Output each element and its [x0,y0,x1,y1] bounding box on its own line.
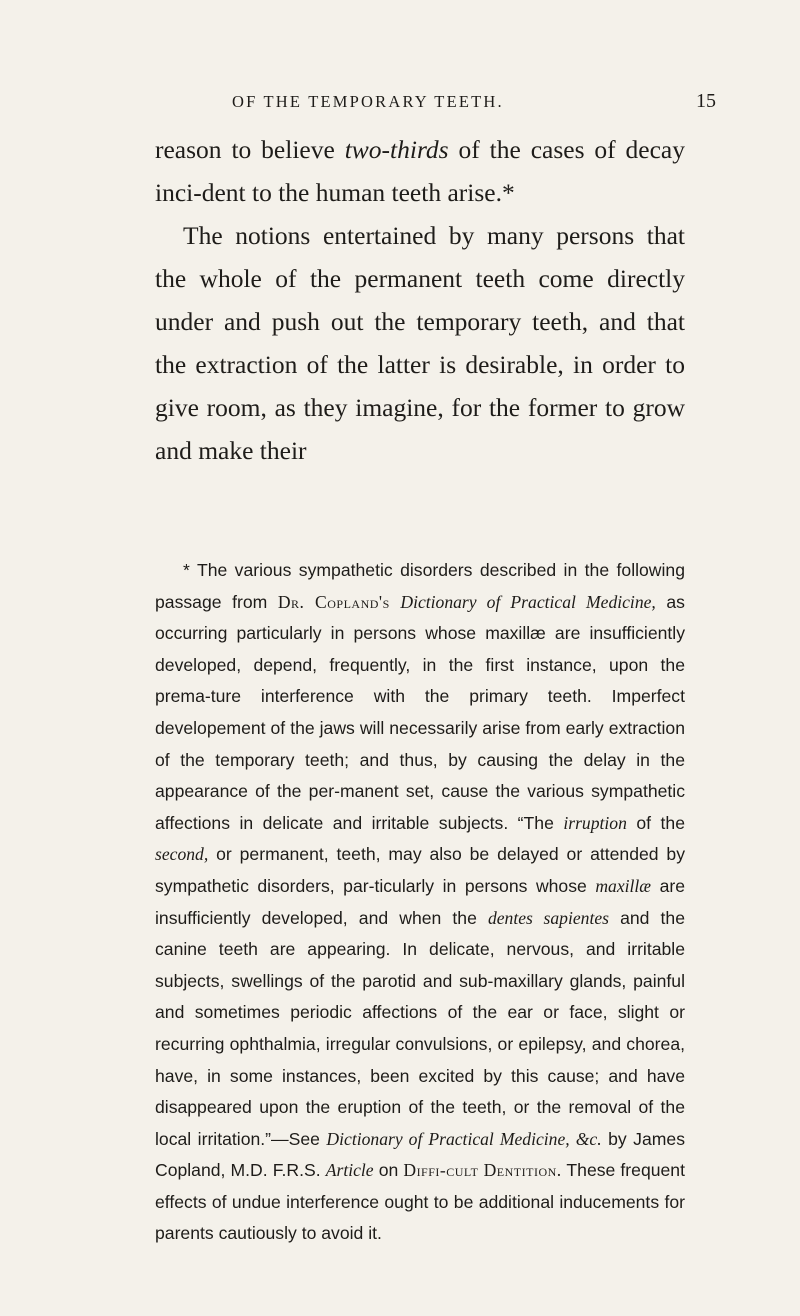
footnote-text [155,555,685,1250]
text-run: of the cases of decay inci-dent to the human teeth arise.* [155,135,685,207]
footnote-run: are insufficiently developed, and when the [155,875,685,928]
footnote-run: and the canine teeth are appearing. In delicate, nervous, and irritable subjects, swellings of the parotid and sub-maxillary glands, painful and sometimes periodic affections of the ear or face, slight or recurring ophthalmia, irregular convulsions, or epilepsy, and chorea, have, in some instances, been excited by this cause; and have disappeared upon the eruption of the teeth, or the removal of the local irritation.”—See [155,907,685,1149]
running-head [0,70,800,110]
article-smallcaps: Diffi-cult Dentition. [403,1160,562,1181]
italic-term: dentes sapientes [487,907,609,928]
emphasis-two-thirds: two-thirds [344,135,449,164]
footnote-run: * The various sympathetic disorders described in the following passage from [155,560,685,612]
italic-term: maxillæ [595,875,652,896]
citation-italic: Dictionary of Practical Medicine, &c. [326,1128,602,1149]
paragraph-notions: The notions entertained by many persons that the whole of the permanent teeth come directly under and push out the temporary teeth, and that the extraction of the latter is desirable, in order to give room, as they imagine, for the former to grow and make their [155,221,685,465]
text-run: reason to believe [155,135,345,164]
footnote-run [390,592,401,612]
author-smallcaps: Dr. Copland's [277,591,390,612]
italic-term: second, [155,844,209,865]
footnote-run: on [373,1160,404,1181]
book-title-italic: Dictionary of Practical Medicine, [400,591,656,612]
italic-term: irruption [563,812,627,833]
main-text [155,128,685,472]
page-number: 15 [696,90,716,112]
paragraph-continuation [155,128,685,214]
footnote [155,555,685,1250]
footnote-run: by James Copland, M.D. F.R.S. [155,1128,685,1181]
footnote-run: or permanent, teeth, may also be delayed or attended by sympathetic disorders, par-ticularly in persons whose [155,844,685,896]
footnote-run: These frequent effects of undue interference ought to be additional inducements for parents cautiously to avoid it. [155,1160,685,1244]
footnote-run: of the [626,812,685,833]
italic-term: Article [325,1160,374,1181]
footnote-run: as occurring particularly in persons whose maxillæ are insufficiently developed, depend, frequently, in the first instance, upon the prema-ture interference with the primary teeth. Imperfect developement of the jaws will necessarily arise from early extraction of the temporary teeth; and thus, by causing the delay in the appearance of the per-manent set, cause the various sympathetic affections in delicate and irritable subjects. “The [155,591,685,833]
running-title: OF THE TEMPORARY TEETH. [232,92,504,111]
